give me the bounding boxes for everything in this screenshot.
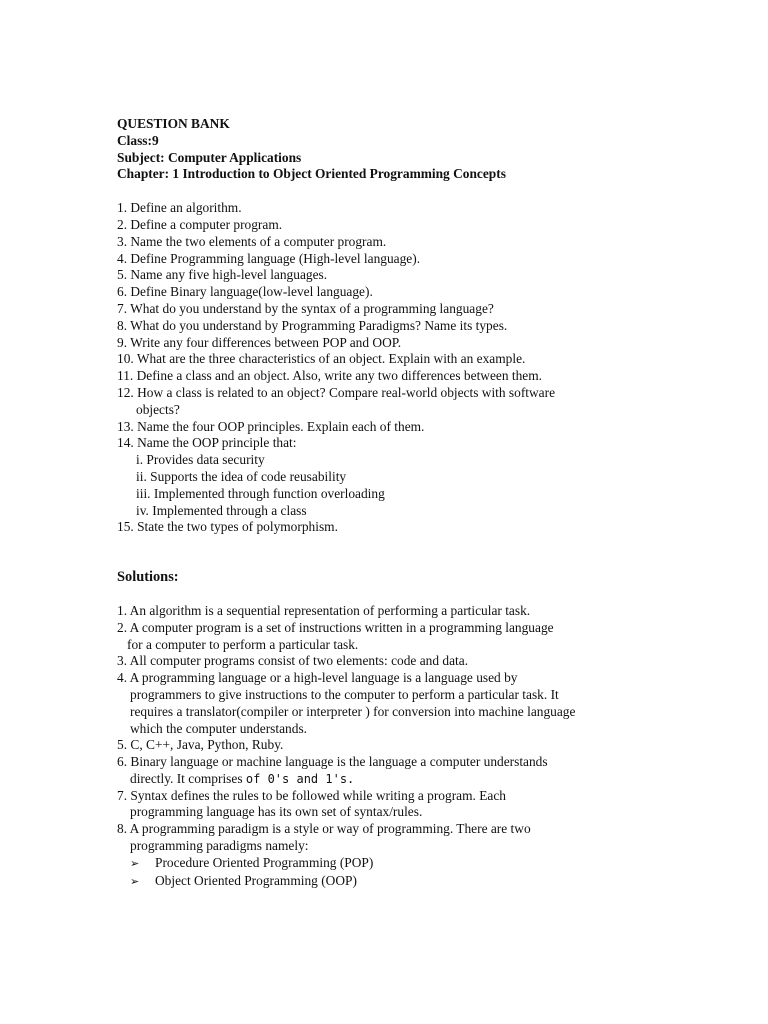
question-continuation: objects? — [136, 401, 180, 417]
question-item: 9. Write any four differences between POP and OOP. — [117, 334, 402, 350]
solution-continuation: requires a translator(compiler or interpreter ) for conversion into machine language — [130, 703, 576, 719]
solution-item: 1. An algorithm is a sequential representation of performing a particular task. — [117, 602, 531, 618]
solution-continuation — [117, 771, 737, 788]
bullet-item — [117, 855, 737, 873]
question-item: 1. Define an algorithm. — [117, 200, 242, 216]
question-item: 11. Define a class and an object. Also, write any two differences between them. — [117, 368, 543, 384]
page-title: QUESTION BANK — [117, 116, 230, 131]
solution-continuation: which the computer understands. — [130, 720, 308, 736]
solution-item: 6. Binary language or machine language is the language a computer understands — [117, 754, 548, 770]
solution-continuation: programmers to give instructions to the computer to perform a particular task. It — [130, 686, 559, 702]
bullet-text: Object Oriented Programming (OOP) — [155, 872, 357, 888]
question-item: 12. How a class is related to an object? Compare real-world objects with software — [117, 384, 556, 400]
solution-text: directly. It comprises — [130, 770, 246, 786]
document-header — [117, 116, 737, 183]
question-item: 8. What do you understand by Programming Paradigms? Name its types. — [117, 317, 508, 333]
question-item: 5. Name any five high-level languages. — [117, 267, 328, 283]
solution-continuation: programming paradigms namely: — [130, 838, 309, 854]
solution-mono-text: of 0's and 1's. — [245, 771, 355, 786]
solution-item: 3. All computer programs consist of two elements: code and data. — [117, 653, 469, 669]
question-item: 13. Name the four OOP principles. Explain each of them. — [117, 418, 425, 434]
question-item: 10. What are the three characteristics of an object. Explain with an example. — [117, 351, 526, 367]
chapter-line: Chapter: 1 Introduction to Object Oriented Programming Concepts — [117, 166, 506, 182]
solution-item: 5. C, C++, Java, Python, Ruby. — [117, 737, 284, 753]
subject-line: Subject: Computer Applications — [117, 149, 302, 165]
document-page — [117, 116, 737, 890]
solutions-heading: Solutions: — [117, 569, 179, 586]
sub-question-item: iii. Implemented through function overloading — [136, 485, 385, 501]
question-item: 15. State the two types of polymorphism. — [117, 519, 338, 535]
bullet-text: Procedure Oriented Programming (POP) — [155, 854, 374, 870]
question-item: 2. Define a computer program. — [117, 216, 283, 232]
bullet-item — [117, 873, 737, 891]
solution-item: 4. A programming language or a high-level language is a language used by — [117, 670, 518, 686]
solution-list — [117, 603, 737, 891]
question-item: 4. Define Programming language (High-level language). — [117, 250, 421, 266]
solution-item: 8. A programming paradigm is a style or way of programming. There are two — [117, 821, 531, 837]
solution-item: 7. Syntax defines the rules to be followed while writing a program. Each — [117, 787, 506, 803]
sub-question-item: i. Provides data security — [136, 452, 265, 468]
arrow-bullet-icon: ➢ — [130, 857, 140, 870]
sub-question-item: ii. Supports the idea of code reusability — [136, 468, 347, 484]
solution-continuation: programming language has its own set of syntax/rules. — [130, 804, 423, 820]
solution-continuation: for a computer to perform a particular task. — [127, 636, 359, 652]
solution-item: 2. A computer program is a set of instructions written in a programming language — [117, 619, 554, 635]
arrow-bullet-icon: ➢ — [130, 875, 140, 888]
question-item: 7. What do you understand by the syntax of a programming language? — [117, 300, 494, 316]
question-list — [117, 200, 737, 536]
question-item: 3. Name the two elements of a computer program. — [117, 233, 387, 249]
question-item: 6. Define Binary language(low-level language). — [117, 284, 373, 300]
sub-question-item: iv. Implemented through a class — [136, 502, 307, 518]
class-line: Class:9 — [117, 132, 159, 148]
question-item: 14. Name the OOP principle that: — [117, 435, 297, 451]
